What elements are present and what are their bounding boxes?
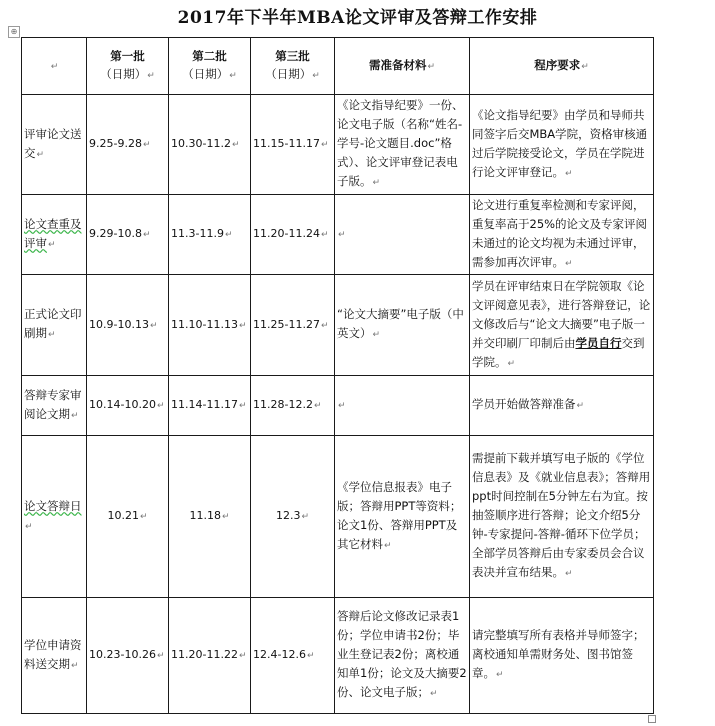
stage-cell: 论文答辩日↵ xyxy=(22,436,87,598)
header-stage: ↵ xyxy=(22,38,87,95)
header-requirements: 程序要求↵ xyxy=(470,38,654,95)
batch-1-date: 10.14-10.20↵ xyxy=(87,376,169,436)
materials-cell: “论文大摘要”电子版（中英文）↵ xyxy=(335,275,470,376)
requirements-cell: 学员开始做答辩准备↵ xyxy=(470,376,654,436)
header-batch-2: 第二批 （日期）↵ xyxy=(169,38,251,95)
batch-3-date: 11.20-11.24↵ xyxy=(251,195,335,275)
batch-3-date: 12.3↵ xyxy=(251,436,335,598)
table-row xyxy=(22,598,654,714)
header-materials: 需准备材料↵ xyxy=(335,38,470,95)
batch-3-date: 11.15-11.17↵ xyxy=(251,95,335,195)
schedule-table xyxy=(21,37,654,714)
batch-3-date: 11.25-11.27↵ xyxy=(251,275,335,376)
requirements-cell: 学员在评审结束日在学院领取《论文评阅意见表》，进行答辩登记，论文修改后与“论文大摘要”电子版一并交印刷厂印制后由学员自行交到学院。↵ xyxy=(470,275,654,376)
materials-cell: 《学位信息报表》电子版；答辩用PPT等资料；论文1份、答辩用PPT及其它材料↵ xyxy=(335,436,470,598)
header-date-sub: （日期）↵ xyxy=(265,67,320,81)
requirements-cell: 《论文指导纪要》由学员和导师共同签字后交MBA学院，资格审核通过后学院接受论文，学员在学院进行论文评审登记。↵ xyxy=(470,95,654,195)
table-row xyxy=(22,95,654,195)
batch-3-date: 11.28-12.2↵ xyxy=(251,376,335,436)
materials-cell: 《论文指导纪要》一份、论文电子版（名称“姓名-学号-论文题目.doc”格式）、论文评审登记表电子版。↵ xyxy=(335,95,470,195)
batch-3-date: 12.4-12.6↵ xyxy=(251,598,335,714)
requirements-cell: 请完整填写所有表格并导师签字；离校通知单需财务处、图书馆签章。↵ xyxy=(470,598,654,714)
page-title: 2017年下半年MBA论文评审及答辩工作安排 xyxy=(177,8,538,28)
table-row xyxy=(22,436,654,598)
stage-cell: 评审论文送交↵ xyxy=(22,95,87,195)
emphasis-self-delivery: 学员自行 xyxy=(575,335,622,350)
header-batch-1: 第一批 （日期）↵ xyxy=(87,38,169,95)
batch-1-date: 9.29-10.8↵ xyxy=(87,195,169,275)
materials-cell: 答辩后论文修改记录表1份；学位申请书2份；毕业生登记表2份；离校通知单1份；论文及大摘要2份、论文电子版；↵ xyxy=(335,598,470,714)
header-date-sub: （日期）↵ xyxy=(182,67,237,81)
table-row xyxy=(22,195,654,275)
batch-1-date: 10.21↵ xyxy=(87,436,169,598)
batch-1-date: 10.23-10.26↵ xyxy=(87,598,169,714)
batch-2-date: 11.14-11.17↵ xyxy=(169,376,251,436)
stage-cell: 论文查重及评审↵ xyxy=(22,195,87,275)
header-row xyxy=(22,38,654,95)
stage-cell: 学位申请资料送交期↵ xyxy=(22,598,87,714)
batch-2-date: 11.20-11.22↵ xyxy=(169,598,251,714)
batch-2-date: 11.3-11.9↵ xyxy=(169,195,251,275)
batch-2-date: 10.30-11.2↵ xyxy=(169,95,251,195)
table-anchor-icon[interactable]: ⊕ xyxy=(8,26,20,38)
header-date-sub: （日期）↵ xyxy=(100,67,155,81)
batch-1-date: 9.25-9.28↵ xyxy=(87,95,169,195)
table-row xyxy=(22,275,654,376)
batch-1-date: 10.9-10.13↵ xyxy=(87,275,169,376)
batch-2-date: 11.10-11.13↵ xyxy=(169,275,251,376)
stage-cell: 正式论文印刷期↵ xyxy=(22,275,87,376)
table-resize-handle[interactable] xyxy=(648,715,656,723)
batch-2-date: 11.18↵ xyxy=(169,436,251,598)
requirements-cell: 论文进行重复率检测和专家评阅，重复率高于25%的论文及专家评阅未通过的论文均视为未通过评审，需参加再次评审。↵ xyxy=(470,195,654,275)
materials-cell: ↵ xyxy=(335,376,470,436)
materials-cell: ↵ xyxy=(335,195,470,275)
table-row xyxy=(22,376,654,436)
stage-cell: 答辩专家审阅论文期↵ xyxy=(22,376,87,436)
requirements-cell: 需提前下载并填写电子版的《学位信息表》及《就业信息表》；答辩用ppt时间控制在5分钟左右为宜。按抽签顺序进行答辩；论文介绍5分钟-专家提问-答辩-循环下位学员；全部学员答辩后由专家委员会合议表决并宣布结果。↵ xyxy=(470,436,654,598)
header-batch-3: 第三批 （日期）↵ xyxy=(251,38,335,95)
